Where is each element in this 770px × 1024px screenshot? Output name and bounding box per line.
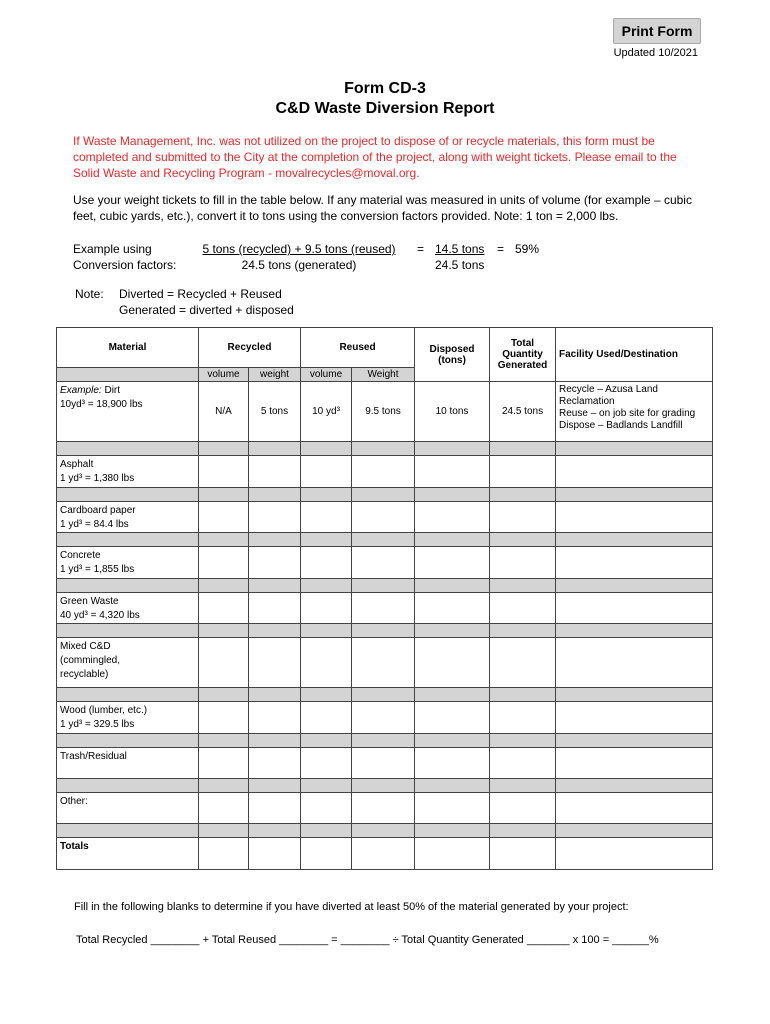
material-4-facility-field[interactable] — [556, 593, 713, 624]
separator-row — [57, 779, 713, 793]
separator-cell — [199, 442, 249, 456]
material-8-total-field[interactable] — [490, 793, 556, 824]
note-line-1: Diverted = Recycled + Reused — [119, 287, 282, 301]
material-5-total-field[interactable] — [490, 638, 556, 688]
material-2-row — [57, 502, 713, 533]
separator-cell — [301, 734, 352, 748]
subheader-recycled-weight: weight — [249, 368, 301, 382]
material-7-row — [57, 748, 713, 779]
separator-cell — [57, 579, 199, 593]
material-3-recycled-weight-field[interactable] — [249, 547, 301, 579]
material-6-label: Wood (lumber, etc.) 1 yd³ = 329.5 lbs — [57, 702, 199, 734]
separator-cell — [352, 488, 415, 502]
example-material: Example: Dirt 10yd³ = 18,900 lbs — [57, 382, 199, 442]
separator-cell — [301, 533, 352, 547]
separator-cell — [249, 533, 301, 547]
material-6-recycled-volume-field[interactable] — [199, 702, 249, 734]
separator-cell — [352, 442, 415, 456]
subheader-reused-weight: Weight — [352, 368, 415, 382]
separator-cell — [556, 579, 713, 593]
material-8-reused-volume-field[interactable] — [301, 793, 352, 824]
totals-reused-weight-field[interactable] — [352, 838, 415, 870]
separator-cell — [415, 624, 490, 638]
separator-cell — [249, 442, 301, 456]
separator-cell — [490, 579, 556, 593]
separator-cell — [57, 624, 199, 638]
header-total: Total Quantity Generated — [490, 328, 556, 382]
separator-cell — [352, 624, 415, 638]
totals-facility-field[interactable] — [556, 838, 713, 870]
subheader-recycled-volume: volume — [199, 368, 249, 382]
material-3-reused-volume-field[interactable] — [301, 547, 352, 579]
separator-cell — [199, 688, 249, 702]
separator-cell — [490, 688, 556, 702]
separator-cell — [199, 533, 249, 547]
example-reused-weight: 9.5 tons — [352, 382, 415, 442]
separator-cell — [415, 779, 490, 793]
material-2-disposed-field[interactable] — [415, 502, 490, 533]
material-5-facility-field[interactable] — [556, 638, 713, 688]
example-label-2: Conversion factors: — [73, 258, 177, 272]
fill-instruction: Fill in the following blanks to determine if you have diverted at least 50% of the material generated by your project: — [74, 901, 629, 913]
material-8-facility-field[interactable] — [556, 793, 713, 824]
separator-cell — [301, 824, 352, 838]
material-6-recycled-weight-field[interactable] — [249, 702, 301, 734]
example-recycled-weight: 5 tons — [249, 382, 301, 442]
example-equals-1: = — [417, 242, 425, 256]
separator-cell — [301, 488, 352, 502]
separator-row — [57, 579, 713, 593]
material-2-recycled-volume-field[interactable] — [199, 502, 249, 533]
updated-date: Updated 10/2021 — [613, 47, 698, 59]
separator-cell — [57, 779, 199, 793]
material-4-disposed-field[interactable] — [415, 593, 490, 624]
separator-cell — [199, 488, 249, 502]
separator-cell — [556, 779, 713, 793]
material-5-disposed-field[interactable] — [415, 638, 490, 688]
example-denominator: 24.5 tons (generated) — [241, 258, 357, 272]
material-8-disposed-field[interactable] — [415, 793, 490, 824]
material-1-reused-weight-field[interactable] — [352, 456, 415, 488]
material-8-label: Other: — [57, 793, 199, 824]
material-5-row — [57, 638, 713, 688]
separator-cell — [249, 688, 301, 702]
separator-cell — [556, 624, 713, 638]
separator-cell — [490, 779, 556, 793]
separator-cell — [301, 624, 352, 638]
material-3-total-field[interactable] — [490, 547, 556, 579]
separator-cell — [199, 624, 249, 638]
material-6-reused-volume-field[interactable] — [301, 702, 352, 734]
separator-cell — [352, 533, 415, 547]
material-8-row — [57, 793, 713, 824]
separator-cell — [556, 442, 713, 456]
separator-cell — [249, 579, 301, 593]
material-5-reused-weight-field[interactable] — [352, 638, 415, 688]
subheader-reused-volume: volume — [301, 368, 352, 382]
form-title: Form CD-3 — [344, 80, 426, 97]
separator-cell — [199, 824, 249, 838]
separator-cell — [556, 688, 713, 702]
separator-cell — [490, 442, 556, 456]
separator-row — [57, 824, 713, 838]
material-3-reused-weight-field[interactable] — [352, 547, 415, 579]
totals-disposed-field[interactable] — [415, 838, 490, 870]
separator-cell — [249, 734, 301, 748]
separator-cell — [490, 488, 556, 502]
material-6-row — [57, 702, 713, 734]
totals-row — [57, 838, 713, 870]
material-4-total-field[interactable] — [490, 593, 556, 624]
material-2-label: Cardboard paper 1 yd³ = 84.4 lbs — [57, 502, 199, 533]
material-2-reused-volume-field[interactable] — [301, 502, 352, 533]
material-4-recycled-volume-field[interactable] — [199, 593, 249, 624]
material-3-disposed-field[interactable] — [415, 547, 490, 579]
material-5-recycled-weight-field[interactable] — [249, 638, 301, 688]
material-4-reused-weight-field[interactable] — [352, 593, 415, 624]
example-equals-2: = — [497, 242, 505, 256]
separator-row — [57, 533, 713, 547]
separator-cell — [490, 624, 556, 638]
separator-cell — [490, 824, 556, 838]
material-2-facility-field[interactable] — [556, 502, 713, 533]
separator-cell — [249, 488, 301, 502]
separator-cell — [57, 442, 199, 456]
separator-cell — [415, 688, 490, 702]
material-6-total-field[interactable] — [490, 702, 556, 734]
example-reused-volume: 10 yd³ — [301, 382, 352, 442]
example-result-numerator: 14.5 tons — [435, 242, 485, 256]
material-4-row — [57, 593, 713, 624]
separator-cell — [301, 579, 352, 593]
material-2-reused-weight-field[interactable] — [352, 502, 415, 533]
totals-recycled-volume-field[interactable] — [199, 838, 249, 870]
material-1-facility-field[interactable] — [556, 456, 713, 488]
separator-cell — [57, 688, 199, 702]
example-row — [57, 382, 713, 442]
fill-formula: Total Recycled ________ + Total Reused ________ = ________ ÷ Total Quantity Generated _______ x 100 = ______% — [76, 934, 659, 946]
print-form-button[interactable]: Print Form — [613, 18, 701, 44]
separator-row — [57, 624, 713, 638]
header-reused: Reused — [301, 328, 415, 368]
separator-cell — [301, 442, 352, 456]
separator-cell — [415, 442, 490, 456]
material-4-recycled-weight-field[interactable] — [249, 593, 301, 624]
note-line-2: Generated = diverted + disposed — [119, 303, 294, 317]
separator-cell — [415, 579, 490, 593]
material-5-reused-volume-field[interactable] — [301, 638, 352, 688]
material-2-total-field[interactable] — [490, 502, 556, 533]
material-1-reused-volume-field[interactable] — [301, 456, 352, 488]
material-3-row — [57, 547, 713, 579]
example-disposed: 10 tons — [415, 382, 490, 442]
form-subtitle: C&D Waste Diversion Report — [275, 100, 495, 117]
separator-cell — [57, 488, 199, 502]
diversion-table — [56, 327, 713, 870]
material-3-label: Concrete 1 yd³ = 1,855 lbs — [57, 547, 199, 579]
material-1-recycled-volume-field[interactable] — [199, 456, 249, 488]
material-5-label: Mixed C&D (commingled, recyclable) — [57, 638, 199, 688]
material-8-recycled-volume-field[interactable] — [199, 793, 249, 824]
material-8-reused-weight-field[interactable] — [352, 793, 415, 824]
header-disposed: Disposed (tons) — [415, 328, 490, 382]
separator-cell — [415, 488, 490, 502]
header-spacer — [57, 368, 199, 382]
separator-cell — [199, 779, 249, 793]
separator-cell — [57, 734, 199, 748]
totals-label: Totals — [57, 838, 199, 870]
totals-recycled-weight-field[interactable] — [249, 838, 301, 870]
material-7-reused-weight-field[interactable] — [352, 748, 415, 779]
separator-cell — [352, 579, 415, 593]
separator-row — [57, 688, 713, 702]
separator-cell — [301, 779, 352, 793]
separator-cell — [352, 734, 415, 748]
material-7-facility-field[interactable] — [556, 748, 713, 779]
separator-cell — [57, 824, 199, 838]
intro-instructions: Use your weight tickets to fill in the table below. If any material was measured in units of volume (for example – cubic feet, cubic yards, etc.), convert it to tons using the conversion factors provided. Note: 1 ton = 2,000 lbs. — [73, 193, 692, 223]
separator-row — [57, 734, 713, 748]
material-1-recycled-weight-field[interactable] — [249, 456, 301, 488]
material-1-total-field[interactable] — [490, 456, 556, 488]
example-facility: Recycle – Azusa Land Reclamation Reuse – on job site for grading Dispose – Badlands Landfill — [556, 382, 713, 442]
totals-total-field[interactable] — [490, 838, 556, 870]
material-5-recycled-volume-field[interactable] — [199, 638, 249, 688]
separator-cell — [556, 488, 713, 502]
material-1-disposed-field[interactable] — [415, 456, 490, 488]
material-6-disposed-field[interactable] — [415, 702, 490, 734]
material-3-recycled-volume-field[interactable] — [199, 547, 249, 579]
totals-reused-volume-field[interactable] — [301, 838, 352, 870]
separator-cell — [352, 688, 415, 702]
separator-cell — [249, 779, 301, 793]
separator-cell — [199, 734, 249, 748]
material-7-recycled-volume-field[interactable] — [199, 748, 249, 779]
separator-row — [57, 488, 713, 502]
separator-cell — [556, 734, 713, 748]
material-6-reused-weight-field[interactable] — [352, 702, 415, 734]
separator-cell — [556, 533, 713, 547]
separator-cell — [415, 734, 490, 748]
separator-cell — [415, 533, 490, 547]
separator-cell — [352, 779, 415, 793]
header-facility: Facility Used/Destination — [556, 328, 713, 382]
material-7-reused-volume-field[interactable] — [301, 748, 352, 779]
separator-cell — [556, 824, 713, 838]
material-1-label: Asphalt 1 yd³ = 1,380 lbs — [57, 456, 199, 488]
example-total: 24.5 tons — [490, 382, 556, 442]
separator-cell — [199, 579, 249, 593]
material-7-disposed-field[interactable] — [415, 748, 490, 779]
intro-warning: If Waste Management, Inc. was not utilized on the project to dispose of or recycle materials, this form must be completed and submitted to the City at the completion of the project, along with weight tickets. Please email to the Solid Waste and Recycling Program - movalrecycles@moval.org. — [73, 134, 677, 180]
separator-cell — [301, 688, 352, 702]
separator-row — [57, 442, 713, 456]
example-percent: 59% — [515, 242, 540, 256]
material-1-row — [57, 456, 713, 488]
material-7-total-field[interactable] — [490, 748, 556, 779]
material-6-facility-field[interactable] — [556, 702, 713, 734]
material-2-recycled-weight-field[interactable] — [249, 502, 301, 533]
example-numerator: 5 tons (recycled) + 9.5 tons (reused) — [202, 242, 396, 256]
material-4-reused-volume-field[interactable] — [301, 593, 352, 624]
example-recycled-volume: N/A — [199, 382, 249, 442]
example-label-1: Example using — [73, 242, 152, 256]
separator-cell — [415, 824, 490, 838]
separator-cell — [490, 533, 556, 547]
material-7-recycled-weight-field[interactable] — [249, 748, 301, 779]
separator-cell — [352, 824, 415, 838]
header-material: Material — [57, 328, 199, 368]
material-7-label: Trash/Residual — [57, 748, 199, 779]
separator-cell — [57, 533, 199, 547]
separator-cell — [490, 734, 556, 748]
separator-cell — [249, 824, 301, 838]
material-4-label: Green Waste 40 yd³ = 4,320 lbs — [57, 593, 199, 624]
material-8-recycled-weight-field[interactable] — [249, 793, 301, 824]
separator-cell — [249, 624, 301, 638]
note-label: Note: — [75, 287, 104, 301]
example-result-denominator: 24.5 tons — [435, 258, 485, 272]
material-3-facility-field[interactable] — [556, 547, 713, 579]
header-recycled: Recycled — [199, 328, 301, 368]
